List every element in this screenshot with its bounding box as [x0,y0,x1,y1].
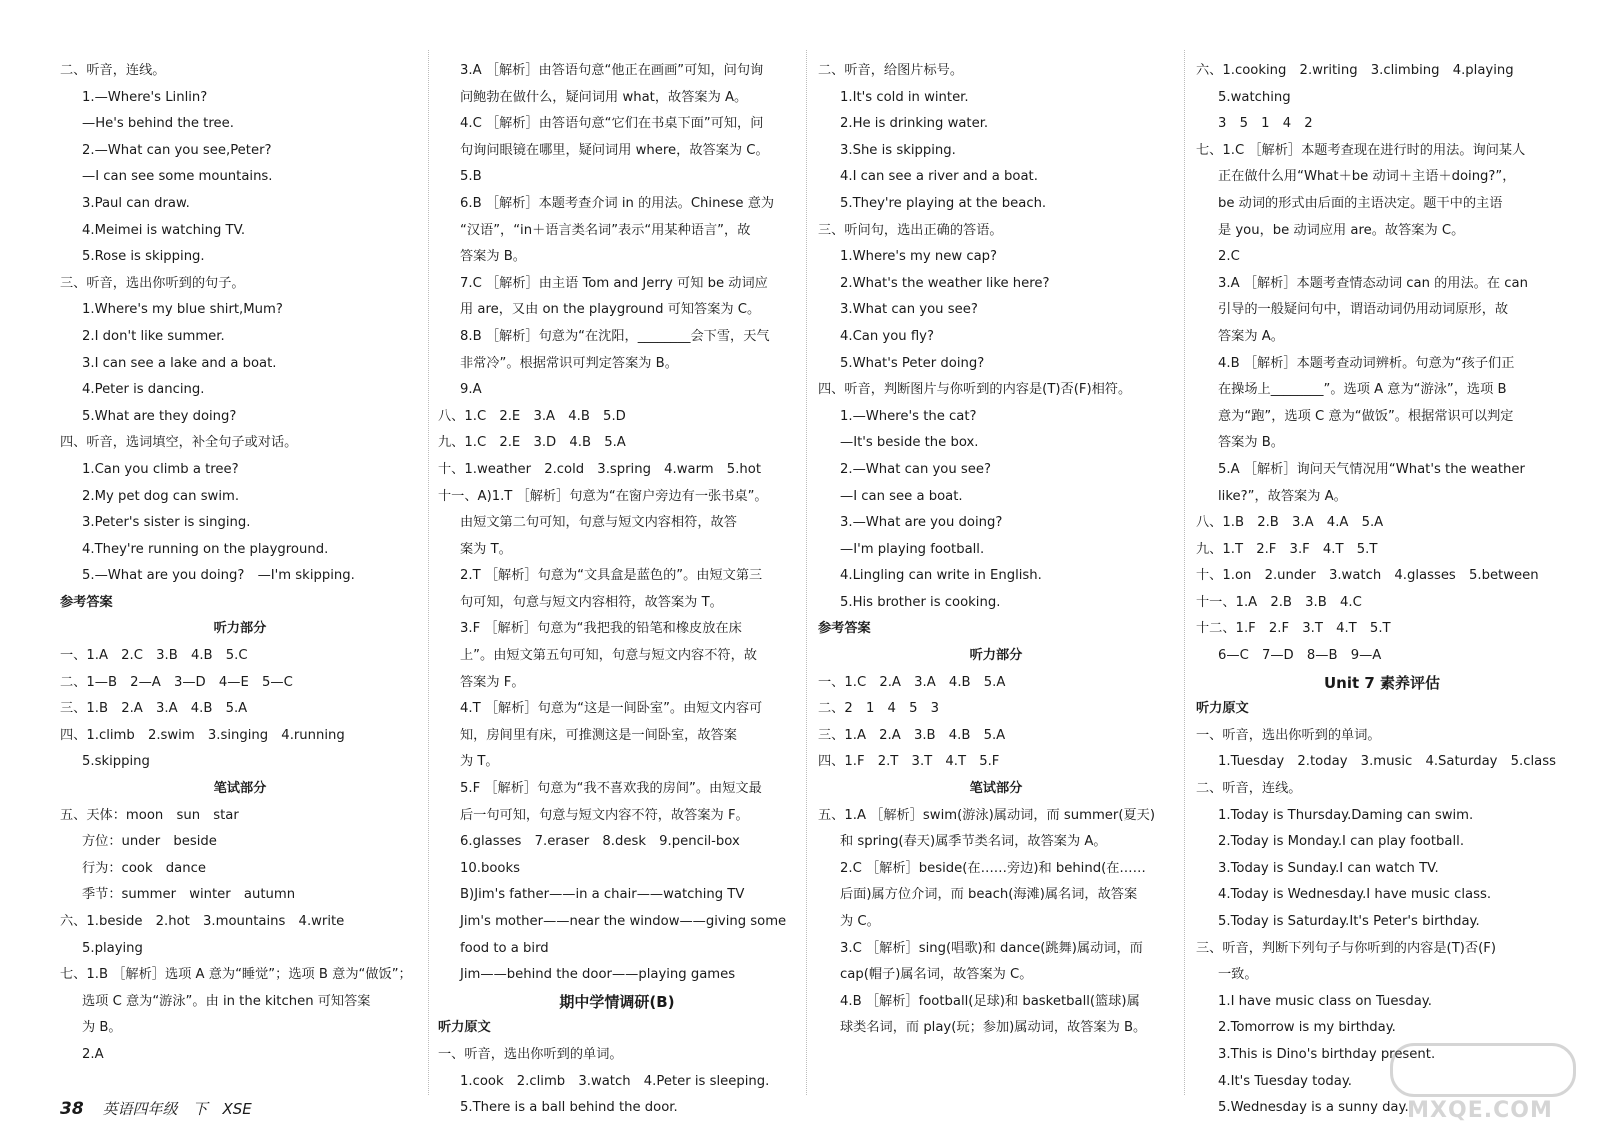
text-line: be 动词的形式由后面的主语决定。题干中的主语 [1218,195,1503,211]
text-line: 5.playing [82,940,143,956]
text-line: 九、1.C 2.E 3.D 4.B 5.A [438,435,626,451]
text-line: 8.B ［解析］句意为“在沈阳，________会下雪，天气 [460,328,770,344]
text-line: 5.There is a ball behind the door. [460,1100,678,1116]
watermark-logo [1390,1043,1570,1123]
text-line: 5.His brother is cooking. [840,594,1001,610]
text-line: 二、1—B 2—A 3—D 4—E 5—C [60,674,293,690]
text-line: 方位：under beside [82,834,217,850]
text-line: —I can see a boat. [840,488,963,504]
text-line: Unit 7 素养评估 [1323,673,1441,692]
text-line: 行为：cook dance [82,860,206,876]
text-line: 2.—What can you see? [840,461,992,477]
text-line: 5.What are they doing? [82,408,237,424]
text-line: 三、1.A 2.A 3.B 4.B 5.A [818,727,1006,743]
text-line: 非常冷”。根据常识可判定答案为 B。 [460,355,678,371]
watermark-badge [1390,1043,1576,1097]
text-line: 由短文第二句可知，句意与短文内容相符，故答 [460,515,737,531]
text-line: 4.Lingling can write in English. [840,568,1042,584]
text-line: 2.He is drinking water. [840,116,989,132]
text-line: 3.I can see a lake and a boat. [82,355,277,371]
text-line: 笔试部分 [969,781,1023,797]
text-line: 是 you，be 动词应用 are。故答案为 C。 [1218,222,1465,238]
text-line: 3.She is skipping. [840,142,956,158]
text-line: 4.B ［解析］football(足球)和 basketball(篮球)属 [840,993,1140,1009]
text-line: 6—C 7—D 8—B 9—A [1218,648,1382,664]
text-line: 听力部分 [969,648,1023,664]
text-line: 6.B ［解析］本题考查介词 in 的用法。Chinese 意为 [460,195,775,211]
text-line: 4.C ［解析］由答语句意“它们在书桌下面”可知，问 [460,116,764,132]
text-line: 十二、1.F 2.F 3.T 4.T 5.T [1196,621,1391,637]
text-line: 1.It's cold in winter. [840,89,969,105]
text-line: 球类名词，而 play(玩；参加)属动词，故答案为 B。 [840,1020,1147,1036]
text-line: 用 are，又由 on the playground 可知答案为 C。 [460,302,761,318]
text-line: 1.cook 2.climb 3.watch 4.Peter is sleeping. [460,1073,770,1089]
text-line: 3.F ［解析］句意为“我把我的铅笔和橡皮放在床 [460,621,742,637]
text-line: 2.Today is Monday.I can play football. [1218,834,1465,850]
text-line: 6.glasses 7.eraser 8.desk 9.pencil-box [460,834,740,850]
text-line: 4.Peter is dancing. [82,382,205,398]
text-line: 5.—What are you doing? —I'm skipping. [82,568,355,584]
text-line: 后面)属方位介词，而 beach(海滩)属名词，故答案 [840,887,1138,903]
text-line: 5.B [460,169,482,185]
column-3 [818,58,1174,1095]
page-footer [60,1098,252,1119]
text-line: 七、1.B ［解析］选项 A 意为“睡觉”；选项 B 意为“做饭”； [60,967,412,983]
text-line: 案为 T。 [460,541,512,557]
text-line: 答案为 A。 [1218,328,1284,344]
text-line: cap(帽子)属名词，故答案为 C。 [840,967,1033,983]
text-line: 4.It's Tuesday today. [1218,1073,1352,1089]
text-line: 2.A [82,1046,104,1062]
text-line: 1.I have music class on Tuesday. [1218,993,1432,1009]
text-line: 参考答案 [60,594,113,610]
text-line: 十、1.weather 2.cold 3.spring 4.warm 5.hot [438,461,761,477]
text-line: 一、1.C 2.A 3.A 4.B 5.A [818,674,1006,690]
text-line: “汉语”，“in＋语言类名词”表示“用某种语言”，故 [460,222,751,238]
text-line: 2.Tomorrow is my birthday. [1218,1020,1396,1036]
text-line: —It's beside the box. [840,435,979,451]
text-line: like?”，故答案为 A。 [1218,488,1347,504]
column-divider [806,50,807,1095]
text-line: 上”。由短文第五句可知，句意与短文内容不符，故 [460,648,757,664]
text-line: 5.watching [1218,89,1291,105]
text-line: 5.They're playing at the beach. [840,195,1047,211]
text-line: 2.I don't like summer. [82,328,225,344]
text-line: 四、听音，判断图片与你听到的内容是(T)否(F)相符。 [818,382,1132,398]
text-line: 为 B。 [82,1020,122,1036]
text-line: 4.They're running on the playground. [82,541,329,557]
text-line: 2.C ［解析］beside(在……旁边)和 behind(在…… [840,860,1146,876]
text-line: 3.Paul can draw. [82,195,190,211]
text-line: 季节：summer winter autumn [82,887,296,903]
text-line: 答案为 B。 [460,249,526,265]
text-line: 十一、1.A 2.B 3.B 4.C [1196,594,1362,610]
text-line: 九、1.T 2.F 3.F 4.T 5.T [1196,541,1378,557]
text-line: 3.This is Dino's birthday present. [1218,1046,1436,1062]
text-line: 一致。 [1218,967,1258,983]
text-line: 八、1.B 2.B 3.A 4.A 5.A [1196,515,1384,531]
page-number: 38 [60,1099,84,1119]
text-line: 3.What can you see? [840,302,978,318]
text-line: 5.skipping [82,754,150,770]
text-line: 听力原文 [1196,701,1249,717]
text-line: 二、听音，连线。 [60,63,166,78]
text-line: 正在做什么用“What＋be 动词＋主语＋doing?”， [1218,169,1516,185]
text-line: 4.B ［解析］本题考查动词辨析。句意为“孩子们正 [1218,355,1515,371]
text-line: 六、1.beside 2.hot 3.mountains 4.write [60,914,345,929]
text-line: 为 T。 [460,754,499,770]
text-line: 选项 C 意为“游泳”。由 in the kitchen 可知答案 [82,993,371,1009]
text-line: 知，房间里有床，可推测这是一间卧室，故答案 [460,727,737,743]
text-line: 2.T ［解析］句意为“文具盒是蓝色的”。由短文第三 [460,568,763,584]
text-line: 答案为 B。 [1218,435,1284,451]
text-line: food to a bird [460,940,549,956]
text-line: —I'm playing football. [840,541,985,557]
text-line: 3.A ［解析］本题考查情态动词 can 的用法。在 can [1218,275,1528,291]
text-line: 4.T ［解析］句意为“这是一间卧室”。由短文内容可 [460,701,763,717]
text-line: 二、听音，给图片标号。 [818,63,964,78]
text-line: 5.Wednesday is a sunny day. [1218,1100,1409,1116]
text-line: 4.Meimei is watching TV. [82,222,246,238]
text-line: 5.A ［解析］询问天气情况用“What's the weather [1218,461,1525,477]
text-line: 八、1.C 2.E 3.A 4.B 5.D [438,408,626,424]
text-line: 听力部分 [213,621,267,637]
text-line: 句可知，句意与短文内容相符，故答案为 T。 [460,594,723,610]
text-line: 3 5 1 4 2 [1218,116,1313,132]
text-line: 5.Rose is skipping. [82,249,205,265]
text-line: 3.—What are you doing? [840,515,1003,531]
text-line: 1.Today is Thursday.Daming can swim. [1218,807,1474,823]
text-line: 2.C [1218,249,1240,265]
column-1 [60,58,420,1095]
text-line: 问鲍勃在做什么，疑问词用 what，故答案为 A。 [460,89,748,105]
text-line: 四、听音，选词填空，补全句子或对话。 [60,435,298,451]
text-line: 后一句可知，句意与短文内容不符，故答案为 F。 [460,807,749,823]
text-line: 六、1.cooking 2.writing 3.climbing 4.playing [1196,63,1514,78]
text-line: 一、1.A 2.C 3.B 4.B 5.C [60,648,248,664]
text-line: 一、听音，选出你听到的单词。 [1196,727,1381,743]
text-line: 1.Tuesday 2.today 3.music 4.Saturday 5.class [1218,754,1556,770]
text-line: 在操场上________”。选项 A 意为“游泳”，选项 B [1218,382,1507,398]
text-line: 4.I can see a river and a boat. [840,169,1038,185]
column-divider [428,50,429,1095]
text-line: 3.A ［解析］由答语句意“他正在画画”可知，问句询 [460,63,764,78]
text-line: Jim's mother——near the window——giving some [460,914,787,929]
text-line: 七、1.C ［解析］本题考查现在进行时的用法。询问某人 [1196,142,1526,158]
column-divider [1184,50,1185,1095]
text-line: 1.—Where's Linlin? [82,89,208,105]
text-line: 4.Today is Wednesday.I have music class. [1218,887,1492,903]
text-line: 三、听音，选出你听到的句子。 [60,275,245,291]
text-line: 一、听音，选出你听到的单词。 [438,1046,623,1062]
text-line: 3.Today is Sunday.I can watch TV. [1218,860,1439,876]
text-line: 为 C。 [840,914,880,929]
text-line: —I can see some mountains. [82,169,273,185]
watermark-text: MXQE.COM [1407,1098,1553,1123]
text-line: 2.My pet dog can swim. [82,488,240,504]
text-line: 1.Where's my blue shirt,Mum? [82,302,283,318]
text-line: 答案为 F。 [460,674,525,690]
text-line: 7.C ［解析］由主语 Tom and Jerry 可知 be 动词应 [460,275,768,291]
text-line: 4.Can you fly? [840,328,934,344]
text-line: 3.Peter's sister is singing. [82,515,251,531]
text-line: 1.—Where's the cat? [840,408,977,424]
text-line: 十、1.on 2.under 3.watch 4.glasses 5.between [1196,568,1539,584]
text-line: 二、2 1 4 5 3 [818,701,940,717]
text-line: 期中学情调研(B) [559,992,675,1011]
text-line: 1.Where's my new cap? [840,249,998,265]
text-line: 十一、A)1.T ［解析］句意为“在窗户旁边有一张书桌”。 [438,488,768,504]
text-line: 5.Today is Saturday.It's Peter's birthday. [1218,914,1480,929]
text-line: 引导的一般疑问句中，谓语动词仍用动词原形，故 [1218,302,1509,318]
text-line: 5.What's Peter doing? [840,355,985,371]
text-line: 10.books [460,860,520,876]
text-line: 二、听音，连线。 [1196,781,1302,797]
text-line: 1.Can you climb a tree? [82,461,239,477]
text-line: 五、1.A ［解析］swim(游泳)属动词，而 summer(夏天) [818,807,1156,823]
text-line: 听力原文 [438,1020,491,1036]
text-line: 三、1.B 2.A 3.A 4.B 5.A [60,701,248,717]
text-line: 意为“跑”，选项 C 意为“做饭”。根据常识可以判定 [1218,408,1514,424]
text-line: 笔试部分 [213,781,267,797]
text-line: 2.—What can you see,Peter? [82,142,272,158]
text-line: B)Jim's father——in a chair——watching TV [460,887,745,903]
column-2 [438,58,796,1116]
text-line: 四、1.F 2.T 3.T 4.T 5.F [818,754,1000,770]
text-line: 和 spring(春天)属季节类名词，故答案为 A。 [840,834,1107,850]
text-line: 四、1.climb 2.swim 3.singing 4.running [60,727,345,743]
text-line: 9.A [460,382,482,398]
text-line: 3.C ［解析］sing(唱歌)和 dance(跳舞)属动词，而 [840,940,1143,956]
book-label: 英语四年级 下 XSE [102,1100,252,1118]
text-line: —He's behind the tree. [82,116,234,132]
text-line: 五、天体：moon sun star [60,807,239,823]
text-line: 参考答案 [818,621,871,637]
text-line: 三、听问句，选出正确的答语。 [818,222,1003,238]
text-line: 2.What's the weather like here? [840,275,1050,291]
text-line: Jim——behind the door——playing games [460,967,736,983]
text-line: 三、听音，判断下列句子与你听到的内容是(T)否(F) [1196,940,1496,956]
text-line: 5.F ［解析］句意为“我不喜欢我的房间”。由短文最 [460,781,762,797]
text-line: 句询问眼镜在哪里，疑问词用 where，故答案为 C。 [460,142,769,158]
